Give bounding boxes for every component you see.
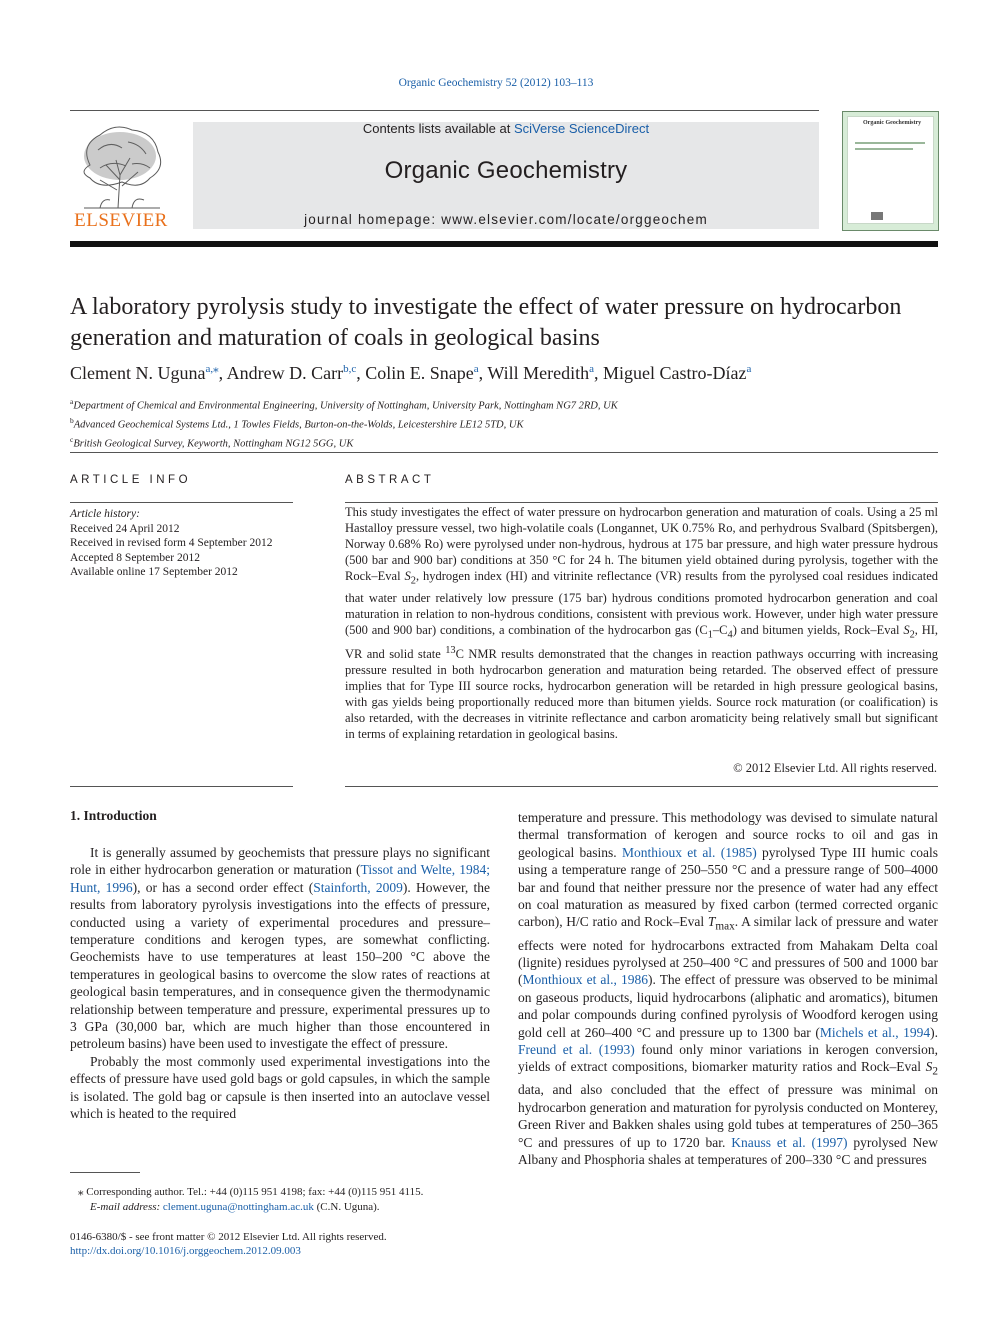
paragraph: It is generally assumed by geochemists that pressure plays no significant role in either hydrocarbon generation or maturation (Tissot and Welte, 1984; Hunt, 1996), or has a second order effect (Stainforth, 2009). However, the results from laboratory pyrolysis investigations into the effects of pressure, conducted using a variety of experimental procedures and pressure–temperature conditions and kerogen types, are somewhat conflicting. Geochemists have to use temperatures at least 150–200 °C above the temperatures in geological basins to overcome the slow rates of reactions at geological basin temperatures, and in consequence given the thermodynamic relationship between temperature and pressure, experimental pressures up to 3 GPa (30,000 bar, which are much higher than those encountered in petroleum basins) have been used to investigate the effect of pressure. bbox=[70, 845, 491, 1052]
abstract-heading: ABSTRACT bbox=[345, 474, 435, 486]
footnote bbox=[70, 1185, 490, 1214]
history-accepted: Accepted 8 September 2012 bbox=[70, 551, 200, 564]
article-history bbox=[70, 507, 295, 580]
elsevier-wordmark: ELSEVIER bbox=[74, 210, 168, 231]
footnote-rule bbox=[70, 1172, 140, 1173]
history-online: Available online 17 September 2012 bbox=[70, 566, 238, 578]
journal-title: Organic Geochemistry bbox=[384, 157, 628, 184]
email-link[interactable]: clement.uguna@nottingham.ac.uk bbox=[162, 1200, 314, 1213]
homepage-url[interactable]: www.elsevier.com/locate/orggeochem bbox=[441, 212, 708, 227]
elsevier-logo bbox=[70, 120, 172, 232]
divider bbox=[70, 786, 293, 787]
homepage-prefix: journal homepage: bbox=[304, 212, 442, 227]
paragraph: temperature and pressure. This methodology was devised to simulate natural thermal transformation of kerogen and source rocks to oil and gas in geological basins. Monthioux et al. (1985) pyrolysed Type III humic coals using a temperature range of 250–550 °C and a pressure range of 500–4000 bar and found that neither pressure nor the presence of water had any effect on coal maturation as measured by fixed carbon (termed corrected organic carbon), H/C ratio and Rock–Eval $T_{max}$. A similar lack of pressure and water effects were noted for hydrocarbons extracted from Mahakam Delta coal (lignite) residues pyrolysed at 250–400 °C and pressures of 500 and 1000 bar (Monthioux et al., 1986). The effect of pressure was observed to be minimal on gaseous products, liquid hydrocarbons (aliphatic and aromatics), bitumen and polar compounds during confined pyrolysis of Woodford kerogen using gold cell at 260–400 °C and pressure up to 1300 bar (Michels et al., 1994). Freund et al. (1993) found only minor variations in kerogen conversion, yields of extract compositions, biomarker maturity ratios and Rock–Eval $S_2$ data, and also concluded that the effect of pressure was minimal on hydrocarbon generation and maturation for pyrolysis conducted on Monterey, Green River and Bakken shales using gold tubes at temperatures of 250–365 °C and pressures of up to 1720 bar. Knauss et al. (1997) pyrolysed New Albany and Phosphoria shales at temperatures of 200–330 °C and pressures bbox=[518, 810, 939, 1168]
affiliation: $^b$Advanced Geochemical Systems Ltd., 1 Towles Fields, Burton-on-the-Wolds, Leicestershire LE12 5TD, UK bbox=[70, 416, 524, 431]
author-list bbox=[70, 362, 938, 384]
history-received: Received 24 April 2012 bbox=[70, 522, 180, 535]
article-title: A laboratory pyrolysis study to investigate the effect of water pressure on hydrocarbon generation and maturation of coals in geological basins bbox=[70, 294, 902, 351]
issn-block bbox=[70, 1230, 490, 1258]
copyright: © 2012 Elsevier Ltd. All rights reserved. bbox=[733, 761, 937, 775]
history-revised: Received in revised form 4 September 2012 bbox=[70, 537, 273, 549]
author[interactable]: Clement N. Uguna$^{a,⁎}$, bbox=[70, 363, 227, 383]
abstract-body: This study investigates the effect of water pressure on hydrocarbon generation and maturation of coals. Using a 25 ml Hastalloy pressure vessel, two high-volatile coals (Longannet, UK 0.75% Ro, and perhydrous Svalbard (Spitsbergen), Norway 0.68% Ro) were pyrolysed under non-hydrous, hydrous at 175 bar pressure, and high water pressure hydrous (500 bar and 900 bar) conditions at 350 °C for 24 h. The bitumen yield obtained during pyrolysis, together with the Rock–Eval $S_2$, hydrogen index (HI) and vitrinite reflectance (VR) results from the pyrolysed coal residues indicated that water under relatively low pressure (175 bar) hydrous conditions promoted hydrocarbon generation and coal maturation in relation to non-hydrous conditions, consistent with previous work. However, under high water pressure (500 and 900 bar) conditions, a combination of the hydrocarbon gas $(C_1-C_4)$ and bitumen yields, Rock–Eval $S_2$, HI, VR and solid state $^{13}$C NMR results demonstrated that the changes in reaction pathways occurring with increasing pressure resulted in both hydrocarbon generation and maturation being retarded. The observed effect of pressure implies that for Type III source rocks, hydrocarbon generation will be retarded in high pressure geological basins, with gas yields being proportionally reduced more than bitumen yields. Source rock maturation (or coalification) is also retarded, with the decreases in vitrinite reflectance and carbon aromaticity being relatively small but significant in terms of explaining retardation in geological basins. bbox=[345, 505, 939, 742]
divider bbox=[70, 452, 938, 453]
sciencedirect-link[interactable]: SciVerse ScienceDirect bbox=[513, 121, 650, 136]
journal-cover[interactable] bbox=[842, 111, 939, 231]
author[interactable]: Colin E. Snape$^a$, bbox=[365, 363, 488, 383]
section-heading: 1. Introduction bbox=[70, 808, 157, 823]
divider bbox=[345, 502, 938, 503]
affiliation: $^a$Department of Chemical and Environmental Engineering, University of Nottingham, University Park, Nottingham NG7 2RD, UK bbox=[70, 397, 618, 412]
cover-line bbox=[855, 142, 925, 144]
cover-publisher-mark bbox=[871, 212, 883, 220]
body-column-right bbox=[518, 809, 938, 1169]
body-column-left bbox=[70, 844, 490, 1123]
issn-line: 0146-6380/$ - see front matter © 2012 Elsevier Ltd. All rights reserved. bbox=[70, 1231, 387, 1243]
cover-line bbox=[855, 148, 913, 150]
history-label: Article history: bbox=[70, 508, 140, 520]
email-line: E-mail address: clement.uguna@nottingham.ac.uk (C.N. Uguna). bbox=[90, 1200, 380, 1213]
author[interactable]: Miguel Castro-Díaz$^a$ bbox=[602, 363, 752, 383]
article-info-heading: ARTICLE INFO bbox=[70, 474, 192, 486]
cover-title: Organic Geochemistry bbox=[863, 120, 922, 126]
author[interactable]: Will Meredith$^a$, bbox=[487, 363, 603, 383]
contents-line bbox=[193, 121, 819, 136]
header-top-rule bbox=[70, 110, 819, 111]
corresponding-author: ⁎ Corresponding author. Tel.: +44 (0)115 951 4198; fax: +44 (0)115 951 4115. bbox=[78, 1186, 424, 1198]
affiliation: $^c$British Geological Survey, Keyworth, Nottingham NG12 5GG, UK bbox=[70, 435, 354, 450]
paragraph: Probably the most commonly used experimental investigations into the effects of pressure have used gold bags or gold capsules, in which the sample is isolated. The gold bag or capsule is then inserted into an autoclave vessel which is heated to the required bbox=[70, 1053, 490, 1122]
homepage-line bbox=[193, 212, 819, 227]
affiliations bbox=[70, 395, 938, 452]
contents-prefix: Contents lists available at bbox=[362, 121, 514, 136]
journal-citation[interactable]: Organic Geochemistry 52 (2012) 103–113 bbox=[398, 77, 594, 89]
cover-page bbox=[847, 116, 934, 224]
divider bbox=[70, 502, 293, 503]
divider bbox=[345, 786, 938, 787]
author[interactable]: Andrew D. Carr$^{b,c}$, bbox=[226, 363, 366, 383]
header-thick-rule bbox=[70, 241, 938, 247]
doi-link[interactable]: http://dx.doi.org/10.1016/j.orggeochem.2012.09.003 bbox=[70, 1245, 301, 1257]
